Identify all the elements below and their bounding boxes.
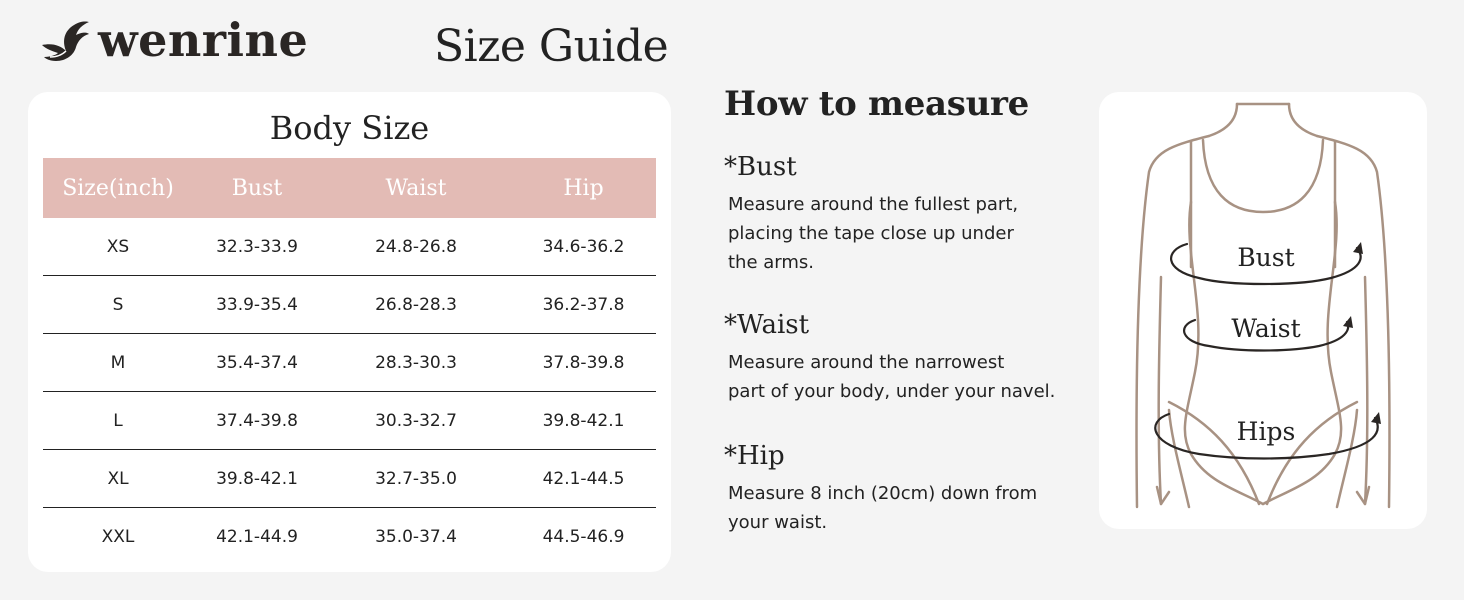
- description-line: Measure around the narrowest: [728, 352, 1005, 373]
- table-row: [43, 508, 656, 566]
- hips-label: Hips: [1236, 417, 1296, 446]
- waist-cell: 30.3-32.7: [321, 392, 511, 450]
- brand-name: wenrine: [98, 13, 309, 67]
- body-size-card: [28, 92, 671, 572]
- hip-cell: 36.2-37.8: [511, 276, 656, 334]
- waist-description: [728, 348, 1088, 406]
- bust-cell: 32.3-33.9: [216, 236, 298, 257]
- size-cell: XS: [106, 236, 130, 257]
- bust-label: Bust: [1237, 243, 1295, 272]
- hip-heading: *Hip: [724, 441, 785, 471]
- hip-cell: 42.1-44.5: [511, 450, 656, 508]
- table-row: [43, 334, 656, 392]
- column-header-bust: Bust: [193, 158, 321, 218]
- description-line: Measure 8 inch (20cm) down from: [728, 483, 1038, 504]
- waist-cell: 32.7-35.0: [321, 450, 511, 508]
- bust-cell: 39.8-42.1: [193, 450, 321, 508]
- description-line: the arms.: [728, 252, 815, 273]
- size-table-header: [43, 158, 656, 218]
- bust-cell: 35.4-37.4: [193, 334, 321, 392]
- how-to-measure-section: [724, 80, 1084, 533]
- description-line: your waist.: [728, 512, 828, 533]
- table-row: [43, 218, 656, 276]
- size-cell: XL: [43, 450, 193, 508]
- column-header-waist: Waist: [321, 158, 511, 218]
- size-table: [43, 158, 656, 565]
- waist-cell: 35.0-37.4: [321, 508, 511, 566]
- hip-cell: 44.5-46.9: [511, 508, 656, 566]
- hip-description: [728, 479, 1068, 537]
- hip-cell: 37.8-39.8: [511, 334, 656, 392]
- bust-cell: 37.4-39.8: [193, 392, 321, 450]
- table-row: [43, 392, 656, 450]
- description-line: placing the tape close up under: [728, 223, 1014, 244]
- size-cell: M: [43, 334, 193, 392]
- page-title: Size Guide: [434, 21, 669, 72]
- bust-heading: *Bust: [724, 152, 797, 182]
- bust-description: [728, 190, 1068, 277]
- bust-cell: 42.1-44.9: [193, 508, 321, 566]
- size-cell: XXL: [43, 508, 193, 566]
- waist-cell: 26.8-28.3: [321, 276, 511, 334]
- column-header-size: Size(inch): [43, 158, 193, 218]
- brand-logo: [40, 12, 308, 68]
- waist-label: Waist: [1231, 314, 1301, 343]
- bodysuit-outline-illustration: [1099, 92, 1427, 529]
- table-row: [43, 450, 656, 508]
- size-cell: S: [43, 276, 193, 334]
- waist-cell: 28.3-30.3: [321, 334, 511, 392]
- waist-cell: 24.8-26.8: [375, 236, 457, 257]
- swallow-bird-icon: [40, 17, 90, 63]
- hip-cell: 34.6-36.2: [542, 236, 625, 257]
- table-row: [43, 276, 656, 334]
- measurement-figure-card: [1099, 92, 1427, 529]
- body-size-title: Body Size: [269, 109, 430, 147]
- hip-cell: 39.8-42.1: [511, 392, 656, 450]
- bust-cell: 33.9-35.4: [193, 276, 321, 334]
- waist-heading: *Waist: [724, 310, 810, 340]
- column-header-hip: Hip: [511, 158, 656, 218]
- description-line: Measure around the fullest part,: [728, 194, 1019, 215]
- how-to-measure-title: How to measure: [724, 84, 1029, 124]
- size-cell: L: [43, 392, 193, 450]
- description-line: part of your body, under your navel.: [728, 381, 1056, 402]
